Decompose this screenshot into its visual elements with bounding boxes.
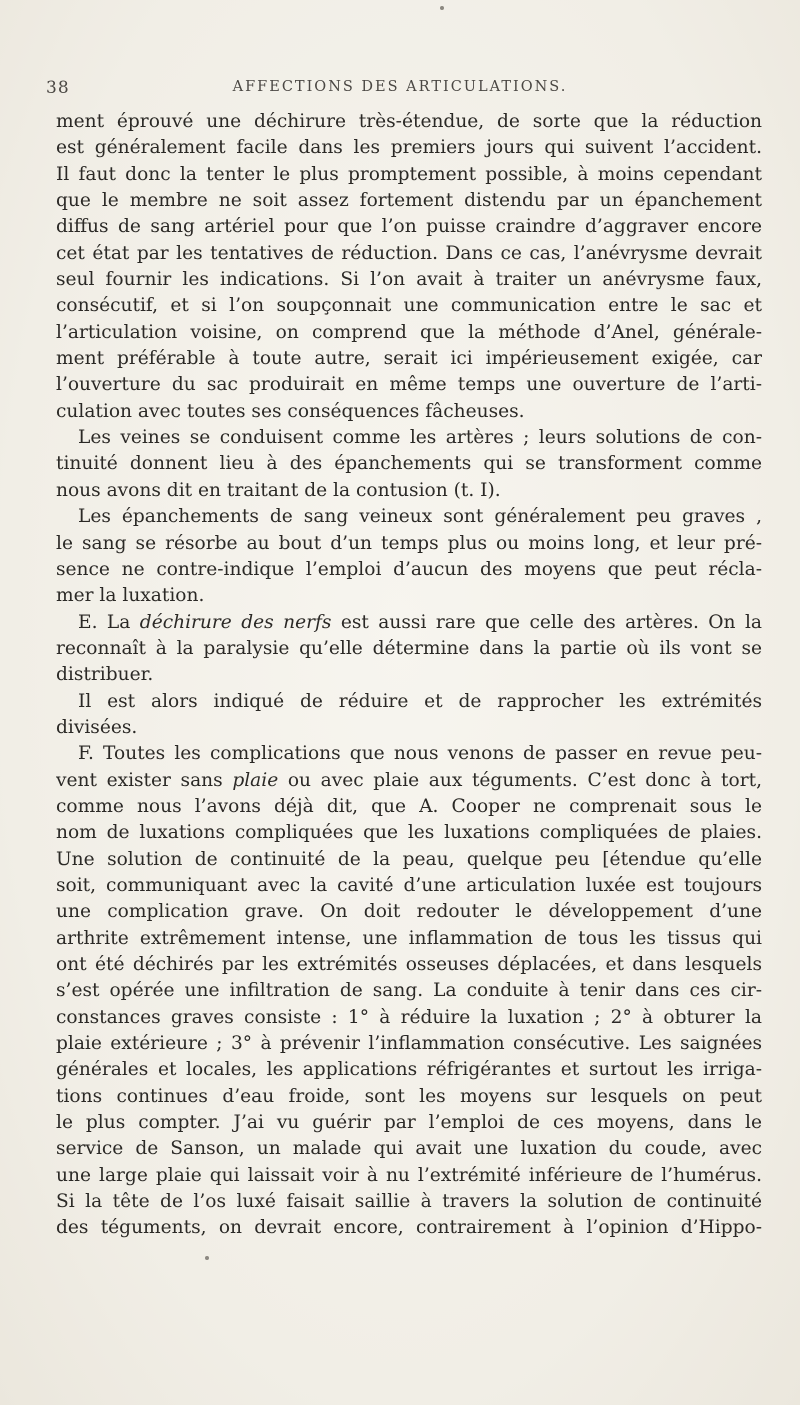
text-segment: est aussi rare que celle des artères. On la <box>331 611 762 633</box>
text-line: cet état par les tentatives de réduction. Dans ce cas, l’anévrysme devrait <box>56 242 762 264</box>
text-line: ment éprouvé une déchirure très-étendue, de sorte que la réduction <box>56 111 762 132</box>
text-line: le sang se résorbe au bout d’un temps plus ou moins long, et leur pré- <box>56 532 762 554</box>
text-line: Si la tête de l’os luxé faisait saillie à travers la solution de continuité <box>56 1191 762 1213</box>
text-line: ont été déchirés par les extrémités osseuses déplacées, et dans lesquels <box>56 954 762 975</box>
text-line: Les veines se conduisent comme les artères ; leurs solutions de con- <box>78 427 762 449</box>
text-line: le plus compter. J’ai vu guérir par l’emploi de ces moyens, dans le <box>56 1112 762 1134</box>
text-line: s’est opérée une infiltration de sang. La conduite à tenir dans ces cir- <box>56 980 762 1002</box>
text-line: l’articulation voisine, on comprend que la méthode d’Anel, générale- <box>56 321 762 343</box>
text-line: arthrite extrêmement intense, une inflammation de tous les tissus qui <box>56 927 762 949</box>
text-line: est généralement facile dans les premiers jours qui suivent l’accident. <box>56 137 762 159</box>
ink-speck <box>205 1256 209 1260</box>
italic-term: déchirure des nerfs <box>139 611 332 633</box>
text-line: F. Toutes les complications que nous venons de passer en revue peu- <box>78 743 762 765</box>
text-line: tions continues d’eau froide, sont les moyens sur lesquels on peut <box>56 1085 762 1107</box>
text-segment: vent exister sans <box>56 769 233 791</box>
body-text <box>56 109 762 1242</box>
text-line: service de Sanson, un malade qui avait une luxation du coude, avec <box>56 1138 762 1160</box>
text-line: que le membre ne soit assez fortement distendu par un épanchement <box>56 190 762 212</box>
text-line: soit, communiquant avec la cavité d’une articulation luxée est toujours <box>56 874 762 896</box>
text-line: l’ouverture du sac produirait en même temps une ouverture de l’arti- <box>56 374 762 396</box>
text-line: culation avec toutes ses conséquences fâcheuses. <box>56 400 525 422</box>
text-line: Une solution de continuité de la peau, quelque peu [étendue qu’elle <box>56 848 762 870</box>
text-segment: E. La <box>78 611 140 633</box>
text-line: Il faut donc la tenter le plus promptement possible, à moins cependant <box>56 163 762 185</box>
text-line <box>56 610 762 636</box>
text-line: une complication grave. On doit redouter le développement d’une <box>56 901 762 923</box>
text-line: nous avons dit en traitant de la contusion (t. I). <box>56 479 501 501</box>
text-line: Il est alors indiqué de réduire et de rapprocher les extrémités <box>78 690 762 712</box>
ink-speck <box>440 6 444 10</box>
page-header <box>46 78 744 102</box>
text-line: divisées. <box>56 716 138 738</box>
text-line: tinuité donnent lieu à des épanchements qui se transforment comme <box>56 453 762 475</box>
text-line: seul fournir les indications. Si l’on avait à traiter un anévrysme faux, <box>56 269 762 291</box>
running-title: AFFECTIONS DES ARTICULATIONS. <box>232 79 568 95</box>
text-line: sence ne contre-indique l’emploi d’aucun des moyens que peut récla- <box>56 558 762 580</box>
italic-term: plaie <box>232 769 279 791</box>
text-line: Les épanchements de sang veineux sont généralement peu graves , <box>78 506 762 528</box>
text-line: distribuer. <box>56 664 154 686</box>
text-line: constances graves consiste : 1° à réduire la luxation ; 2° à obturer la <box>56 1006 762 1028</box>
text-line: nom de luxations compliquées que les luxations compliquées de plaies. <box>56 822 762 844</box>
text-line <box>56 768 762 794</box>
page-number: 38 <box>46 78 70 98</box>
text-line: des téguments, on devrait encore, contrairement à l’opinion d’Hippo- <box>56 1217 762 1239</box>
text-line: plaie extérieure ; 3° à prévenir l’inflammation consécutive. Les saignées <box>56 1033 762 1055</box>
text-line: diffus de sang artériel pour que l’on puisse craindre d’aggraver encore <box>56 216 762 238</box>
text-line: ment préférable à toute autre, serait ici impérieusement exigée, car <box>56 348 762 370</box>
text-segment: ou avec plaie aux téguments. C’est donc à tort, <box>278 769 762 791</box>
text-line: reconnaît à la paralysie qu’elle détermine dans la partie où ils vont se <box>56 637 762 659</box>
text-line: mer la luxation. <box>56 585 205 607</box>
text-line: consécutif, et si l’on soupçonnait une communication entre le sac et <box>56 295 762 317</box>
text-line: comme nous l’avons déjà dit, que A. Cooper ne comprenait sous le <box>56 795 762 817</box>
text-line: générales et locales, les applications réfrigérantes et surtout les irriga- <box>56 1059 762 1081</box>
text-line: une large plaie qui laissait voir à nu l’extrémité inférieure de l’humérus. <box>56 1164 762 1186</box>
